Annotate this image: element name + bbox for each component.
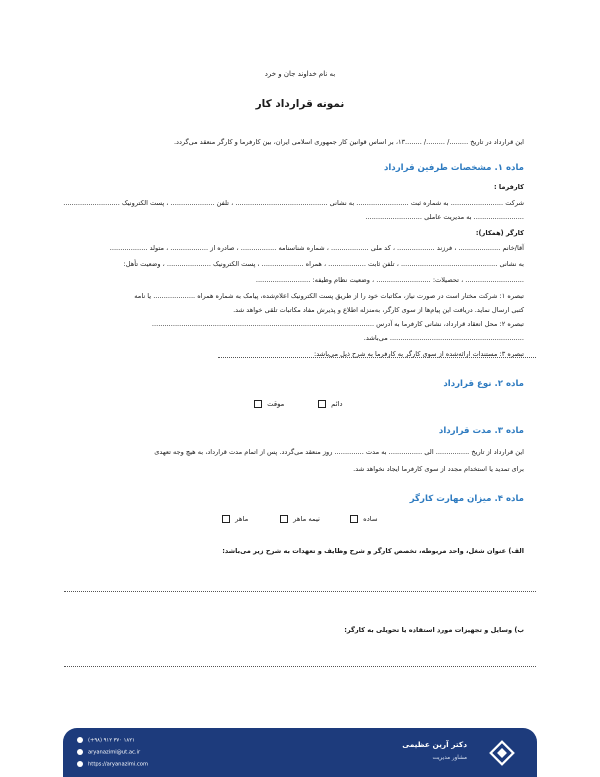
option-simple-label: ساده <box>363 515 378 523</box>
phone-icon <box>77 737 83 743</box>
part-a-text: الف) عنوان شغل، واحد مربوطه، تخصص کارگر و شرح وظایف و تعهدات به شرح زیر می‌باشد: <box>222 547 524 555</box>
option-temporary-label: موقت <box>267 400 285 408</box>
email-icon <box>77 749 83 755</box>
website-text: https://aryanazimi.com <box>88 761 149 768</box>
employer-line-2: ........................ به مدیریت عاملی ........................... <box>365 213 524 221</box>
contact-website[interactable] <box>77 761 148 768</box>
intro-text: این قرارداد در تاریخ ........./ ........./ ........۱۳، بر اساس قوانین کار جمهوری اسلامی ایران، بین کارفرما و کارگر منعقد می‌گردد. <box>173 138 524 146</box>
option-semi-skilled-label: نیمه ماهر <box>293 515 320 523</box>
checkbox-temporary[interactable] <box>254 400 262 408</box>
option-permanent[interactable] <box>318 400 343 408</box>
worker-line-3: ............................ ، تحصیلات: .......................... ، وضعیت نظام وظیفه: .......................... <box>255 276 524 284</box>
worker-label: کارگر (همکار): <box>475 229 524 237</box>
footer-bar <box>63 728 537 777</box>
email-text: aryanazimi@ut.ac.ir <box>88 749 141 756</box>
fill-line <box>64 666 536 667</box>
note2-line-2: ................................................................ می‌باشد. <box>363 334 524 342</box>
contact-phone[interactable] <box>77 737 135 744</box>
option-semi-skilled[interactable] <box>280 515 320 523</box>
fill-line <box>218 357 536 358</box>
checkbox-semi-skilled[interactable] <box>280 515 288 523</box>
checkbox-skilled[interactable] <box>222 515 230 523</box>
option-skilled[interactable] <box>222 515 248 523</box>
checkbox-simple[interactable] <box>350 515 358 523</box>
option-temporary[interactable] <box>254 400 284 408</box>
note1-line-2: کتبی ارسال نماید. دریافت این پیام‌ها از سوی کارگر، به‌منزله اطلاع و پذیرش مفاد مکاتبات تلقی خواهد شد. <box>233 306 524 314</box>
note3-text: تبصره ۳: مستندات ارائه‌شده از سوی کارگر به کارفرما به شرح ذیل می‌باشد: <box>314 350 524 358</box>
worker-line-2: به نشانی .............................................. ، تلفن ثابت .................. ، همراه .................... ، پست الکترونیک ..................... ، وضعیت تأهل: <box>123 260 524 268</box>
article3-line-2: برای تمدید یا استخدام مجدد از سوی کارفرما ایجاد نخواهد شد. <box>353 465 524 473</box>
consultant-name: دکتر آرین عظیمی <box>402 740 467 749</box>
contact-email[interactable] <box>77 749 140 756</box>
employer-label: کارفرما : <box>493 183 524 191</box>
part-b-text: ب) وسایل و تجهیزات مورد استفاده یا تحویلی به کارگر: <box>344 626 524 634</box>
employer-line-1: شرکت ......................... به شماره ثبت ......................... به نشانی ............................................ ، تلفن ..................... ، پست الکترونیک ........................... <box>63 199 524 207</box>
worker-line-1: آقا/خانم .................... ، فرزند .................. ، کد ملی .................. ، شماره شناسنامه ................. ، صادره از .................. ، متولد .................. <box>109 244 524 252</box>
note2-line-1: تبصره ۲: محل انعقاد قرارداد، نشانی کارفرما به آدرس .......................................................................................................... <box>151 320 524 328</box>
consultant-role: مشاور مدیریت <box>432 755 467 761</box>
article1-heading: ماده ۱. مشخصات طرفین قرارداد <box>383 163 524 173</box>
brand-logo-icon <box>487 738 517 768</box>
basmala: به نام خداوند جان و خرد <box>264 70 336 78</box>
article3-line-1: این قرارداد از تاریخ ................ الی ................ به مدت .............. روز منعقد می‌گردد. پس از اتمام مدت قرارداد، به هیچ وجه تعهدی <box>154 448 524 456</box>
option-simple[interactable] <box>350 515 378 523</box>
option-permanent-label: دائم <box>331 400 343 408</box>
article4-heading: ماده ۴. میزان مهارت کارگر <box>409 494 524 504</box>
checkbox-permanent[interactable] <box>318 400 326 408</box>
note1-line-1: تبصره ۱: شرکت مختار است در صورت نیاز، مکاتبات خود را از طریق پست الکترونیک اعلام‌شده، پیامک به شماره همراه .................... یا نامه <box>134 292 524 300</box>
page-title: نمونه قرارداد کار <box>255 98 345 110</box>
article3-heading: ماده ۳. مدت قرارداد <box>438 426 524 436</box>
fill-line <box>64 591 536 592</box>
article2-heading: ماده ۲. نوع قرارداد <box>443 379 524 389</box>
phone-text: (+۹۸) ۹۱۲ ۳۷۰ ۱۸۲۱ <box>88 737 135 744</box>
globe-icon <box>77 761 83 767</box>
option-skilled-label: ماهر <box>235 515 249 523</box>
